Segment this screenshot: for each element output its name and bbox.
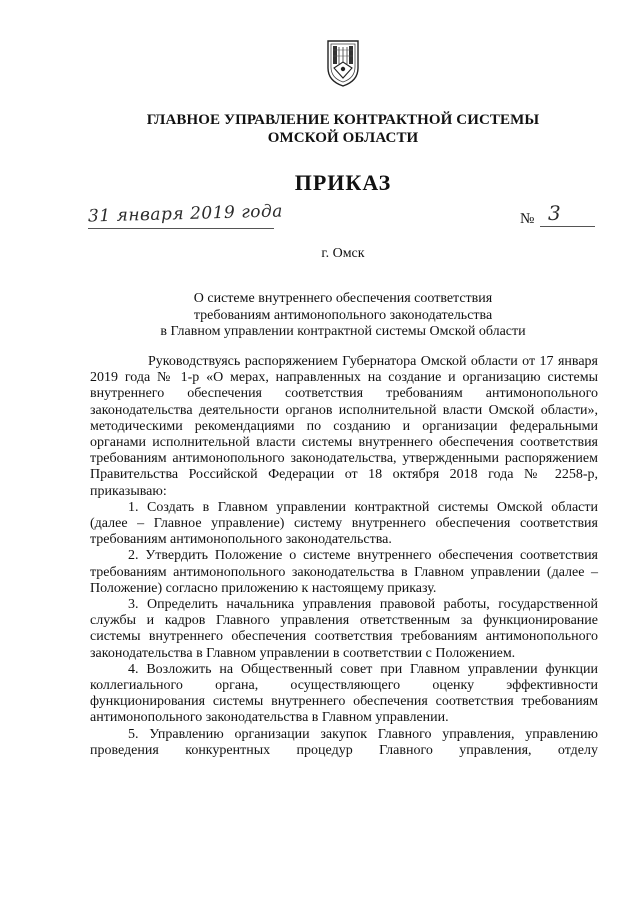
organization-name-line1: ГЛАВНОЕ УПРАВЛЕНИЕ КОНТРАКТНОЙ СИСТЕМЫ (146, 112, 540, 128)
organization-name-line2: ОМСКОЙ ОБЛАСТИ (267, 130, 419, 146)
handwritten-number: 3 (548, 201, 561, 225)
document-subject (60, 291, 626, 341)
preamble-paragraph: Руководствуясь распоряжением Губернатора Омской области от 17 января 2019 года № 1-р «О мерах, направленных на создание и организацию системы внутреннего обеспечения соответствия требованиям антимонопольного законодательства деятельности органов исполнительной власти Омской области», методическими рекомендациями по созданию и организации федеральными органами исполнительной власти системы внутреннего обеспечения соответствия требованиям антимонопольного законодательства, утвержденными распоряжением Правительства Российской Федерации от 18 октября 2018 года № 2258-р, приказываю: (90, 354, 598, 499)
subject-line: в Главном управлении контрактной системы Омской области (160, 324, 526, 339)
number-underline (540, 226, 595, 227)
order-item-1: 1. Создать в Главном управлении контрактной системы Омской области (далее – Главное управление) систему внутреннего обеспечения соответствия требованиям антимонопольного законодательства. (90, 499, 598, 548)
document-body (90, 354, 598, 759)
coat-of-arms-icon (325, 38, 361, 88)
order-item-3: 3. Определить начальника управления правовой работы, государственной службы и кадров Главного управления ответственным за функционирование системы внутреннего обеспечения соответствия требованиям антимонопольного законодательства в Главном управлении в соответствии с Положением. (90, 597, 598, 661)
number-label: № (520, 211, 535, 227)
subject-line: требованиям антимонопольного законодательства (193, 307, 493, 323)
subject-line: О системе внутреннего обеспечения соответствия (193, 291, 493, 306)
order-item-4: 4. Возложить на Общественный совет при Главном управлении функции коллегиального органа, осуществляющего оценку эффективности функционирования системы внутреннего обеспечения соответствия требованиям антимонопольного законодательства в Главном управлении. (90, 661, 598, 726)
date-underline (88, 228, 274, 229)
handwritten-date: 31 января 2019 года (87, 201, 284, 227)
document-type-title: ПРИКАЗ (294, 170, 392, 195)
order-item-5: 5. Управлению организации закупок Главного управления, управлению проведения конкурентных процедур Главного управления, отделу (90, 726, 598, 758)
order-item-2: 2. Утвердить Положение о системе внутреннего обеспечения соответствия требованиям антимонопольного законодательства в Главном управлении (далее – Положение) согласно приложению к настоящему приказу. (90, 548, 598, 596)
city-label: г. Омск (321, 246, 365, 261)
